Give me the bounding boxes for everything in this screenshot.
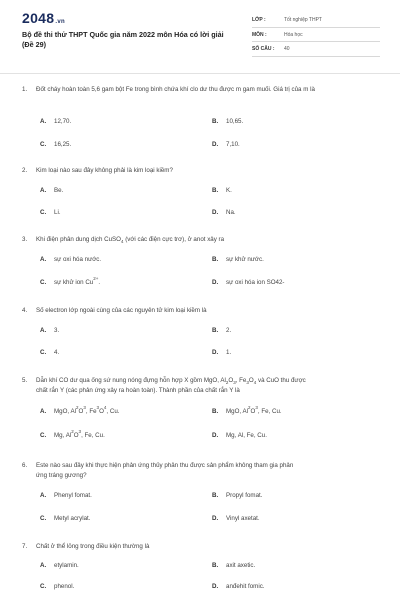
- meta-label: MÔN :: [252, 31, 267, 38]
- answer-option[interactable]: D. 1.: [212, 349, 232, 356]
- question-text: Este nào sau đây khi thực hiện phản ứng thủy phân thu được sản phẩm không tham gia phản: [36, 462, 294, 469]
- question-text: Kim loại nào sau đây không phải là kim loại kiềm?: [36, 167, 173, 174]
- answer-option[interactable]: B. axit axetic.: [212, 562, 256, 569]
- answer-option[interactable]: D. sự oxi hóa ion SO42-: [212, 279, 285, 286]
- meta-value: Tốt nghiệp THPT: [284, 17, 322, 24]
- meta-label: LỚP :: [252, 17, 266, 24]
- answer-option[interactable]: C. 4.: [40, 349, 60, 356]
- question-6: [22, 461, 382, 481]
- question-text: Số electron lớp ngoài cùng của các nguyên tử kim loại kiềm là: [36, 307, 207, 314]
- answer-option[interactable]: C. 16,25.: [40, 141, 72, 148]
- question-number: 7.: [22, 543, 28, 550]
- question-7: [22, 542, 382, 552]
- answer-option[interactable]: C. Mg, Al 2 O 3 , Fe, Cu.: [40, 429, 105, 439]
- site-logo[interactable]: 2048.vn: [22, 10, 65, 26]
- meta-subject-row: [252, 29, 380, 43]
- answer-option[interactable]: C. Li.: [40, 209, 61, 216]
- answer-option[interactable]: C. Metyl acrylat.: [40, 515, 91, 522]
- answer-option[interactable]: B. 10,65.: [212, 118, 244, 125]
- question-number: 5.: [22, 377, 28, 384]
- question-text-cont: chất rắn Y (các phản ứng xảy ra hoàn toàn). Thành phần của chất rắn Y là: [36, 387, 240, 394]
- meta-label: SỐ CÂU :: [252, 46, 275, 53]
- question-1: [22, 85, 382, 95]
- question-number: 6.: [22, 462, 28, 469]
- answer-option[interactable]: B. MgO, Al 2 O 3 , Fe, Cu.: [212, 405, 282, 415]
- exam-title: Bộ đề thi thử THPT Quốc gia năm 2022 môn Hóa có lời giải (Đề 29): [22, 30, 224, 49]
- answer-option[interactable]: A. 12,70.: [40, 118, 72, 125]
- question-number: 3.: [22, 236, 28, 243]
- answer-option[interactable]: D. Vinyl axetat.: [212, 515, 260, 522]
- answer-option[interactable]: D. 7,10.: [212, 141, 240, 148]
- question-3: [22, 235, 382, 245]
- answer-option[interactable]: C. sự khử ion Cu 2+ .: [40, 276, 101, 286]
- question-5: [22, 376, 382, 396]
- question-text: Đốt cháy hoàn toàn 5,6 gam bột Fe trong bình chứa khí clo dư thu được m gam muối. Giá trị của m là: [36, 86, 315, 93]
- question-number: 2.: [22, 167, 28, 174]
- header-divider: [0, 73, 400, 74]
- answer-option[interactable]: C. phenol.: [40, 583, 75, 590]
- question-4: [22, 306, 382, 316]
- question-text: Chất ở thể lỏng trong điều kiện thường là: [36, 543, 150, 550]
- meta-value: 40: [284, 46, 290, 53]
- question-2: [22, 166, 382, 176]
- meta-value: Hóa học: [284, 31, 303, 38]
- question-text: Khi điện phân dung dịch CuSO$_4$ (với các điện cực trơ), ở anot xảy ra: [36, 236, 225, 245]
- answer-option[interactable]: A. etylamin.: [40, 562, 79, 569]
- question-number: 1.: [22, 86, 28, 93]
- answer-option[interactable]: D. Mg, Al, Fe, Cu.: [212, 432, 267, 439]
- meta-count-row: [252, 43, 380, 57]
- question-text-cont: ứng tráng gương?: [36, 472, 87, 479]
- answer-option[interactable]: B. sự khử nước.: [212, 256, 264, 263]
- answer-option[interactable]: A. sự oxi hóa nước.: [40, 256, 102, 263]
- answer-option[interactable]: A. Phenyl fomat.: [40, 492, 92, 499]
- answer-option[interactable]: A. 3.: [40, 327, 60, 334]
- answer-option[interactable]: B. K.: [212, 187, 232, 194]
- answer-option[interactable]: A. MgO, Al 2 O 3 , Fe 3 O 4 , Cu.: [40, 405, 120, 415]
- answer-option[interactable]: D. Na.: [212, 209, 236, 216]
- question-text: Dẫn khí CO dư qua ống sứ nung nóng đựng hỗn hợp X gồm MgO, $Al_2O_3$, $Fe_3O_4$ và CuO thu được: [36, 377, 306, 386]
- exam-meta: [252, 14, 380, 58]
- answer-option[interactable]: A. Be.: [40, 187, 64, 194]
- answer-option[interactable]: B. Propyl fomat.: [212, 492, 263, 499]
- answer-option[interactable]: B. 2.: [212, 327, 232, 334]
- answer-option[interactable]: D. anđehit fomic.: [212, 583, 265, 590]
- meta-class-row: [252, 14, 380, 28]
- question-number: 4.: [22, 307, 28, 314]
